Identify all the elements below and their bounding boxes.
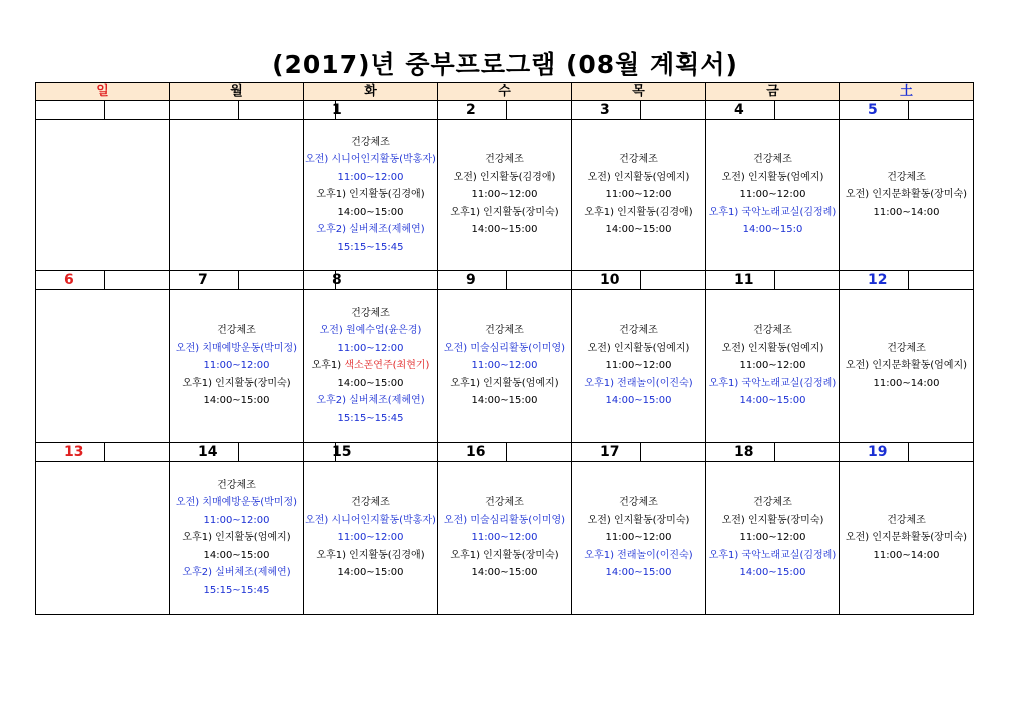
schedule-line: 11:00~12:00 <box>739 189 806 201</box>
date-number: 4 <box>706 101 775 120</box>
date-number <box>170 101 239 120</box>
page-title: (2017)년 중부프로그램 (08월 계획서) <box>272 50 738 79</box>
date-number: 7 <box>170 271 239 290</box>
schedule-line: 건강체조 <box>351 497 390 509</box>
day-schedule-cell <box>170 290 304 443</box>
date-blank-cell <box>336 271 438 290</box>
schedule-line: 14:00~15:00 <box>471 224 538 236</box>
schedule-line: 오전) 미술심리활동(이미영) <box>443 514 566 526</box>
schedule-line: 14:00~15:00 <box>337 206 404 218</box>
date-number-row <box>36 271 974 290</box>
day-schedule-cell <box>304 462 438 615</box>
schedule-row <box>36 120 974 271</box>
date-blank-cell <box>239 271 304 290</box>
schedule-line: 11:00~14:00 <box>873 377 940 389</box>
schedule-line: 14:00~15:00 <box>337 377 404 389</box>
day-schedule-cell <box>36 290 170 443</box>
schedule-line: 오전) 인지문화활동(장미숙) <box>845 532 968 544</box>
schedule-line: 건강체조 <box>887 514 926 526</box>
schedule-line: 14:00~15:00 <box>471 567 538 579</box>
weekday-header: 목 <box>572 83 706 101</box>
date-blank-cell <box>105 271 170 290</box>
schedule-line: 오후1) 인지활동(김경애) <box>316 549 425 561</box>
schedule-line: 11:00~12:00 <box>337 532 404 544</box>
schedule-line: 오전) 인지활동(장미숙) <box>587 514 690 526</box>
date-number: 5 <box>840 101 909 120</box>
schedule-line: 오전) 인지활동(장미숙) <box>721 514 824 526</box>
schedule-line: 오후1) 국악노래교실(김정례) <box>708 377 837 389</box>
schedule-line: 오전) 인지활동(엄예지) <box>721 342 824 354</box>
schedule-line: 11:00~12:00 <box>605 360 672 372</box>
schedule-line: 11:00~14:00 <box>873 206 940 218</box>
schedule-line: 11:00~12:00 <box>471 532 538 544</box>
schedule-line: 11:00~12:00 <box>471 360 538 372</box>
weekday-header: 수 <box>438 83 572 101</box>
schedule-line: 오후2) 실버체조(제혜연) <box>182 567 291 579</box>
weekday-header: 월 <box>170 83 304 101</box>
day-schedule-cell <box>170 462 304 615</box>
monthly-calendar-table <box>35 82 974 615</box>
schedule-line: 오전) 인지활동(김경애) <box>453 171 556 183</box>
schedule-line: 14:00~15:00 <box>471 395 538 407</box>
date-number: 8 <box>304 271 336 290</box>
date-number: 15 <box>304 443 336 462</box>
schedule-line: 오전) 치매예방운동(박미정) <box>175 497 298 509</box>
schedule-line: 14:00~15:00 <box>203 395 270 407</box>
day-schedule-cell <box>572 290 706 443</box>
date-blank-cell <box>909 271 974 290</box>
date-number: 11 <box>706 271 775 290</box>
schedule-line: 건강체조 <box>753 497 792 509</box>
schedule-line: 건강체조 <box>619 325 658 337</box>
date-number: 17 <box>572 443 641 462</box>
date-blank-cell <box>641 271 706 290</box>
day-schedule-cell <box>706 290 840 443</box>
schedule-line: 15:15~15:45 <box>337 241 404 253</box>
day-schedule-cell <box>706 120 840 271</box>
date-number: 16 <box>438 443 507 462</box>
date-blank-cell <box>336 101 438 120</box>
date-number: 2 <box>438 101 507 120</box>
day-schedule-cell <box>572 462 706 615</box>
schedule-line: 오후1) 인지활동(김경애) <box>584 206 693 218</box>
date-number-row <box>36 443 974 462</box>
date-blank-cell <box>507 101 572 120</box>
date-blank-cell <box>507 443 572 462</box>
date-blank-cell <box>775 101 840 120</box>
schedule-line: 건강체조 <box>351 136 390 148</box>
schedule-line: 14:00~15:00 <box>605 395 672 407</box>
schedule-line: 건강체조 <box>619 497 658 509</box>
schedule-line: 11:00~12:00 <box>203 514 270 526</box>
schedule-line: 오후1) 국악노래교실(김정례) <box>708 549 837 561</box>
schedule-row <box>36 290 974 443</box>
day-schedule-cell <box>840 462 974 615</box>
date-blank-cell <box>507 271 572 290</box>
schedule-line: 11:00~12:00 <box>605 532 672 544</box>
weekday-header: 금 <box>706 83 840 101</box>
schedule-line: 오후1) 인지활동(장미숙) <box>182 377 291 389</box>
schedule-line: 건강체조 <box>887 342 926 354</box>
schedule-line: 11:00~12:00 <box>337 171 404 183</box>
date-blank-cell <box>239 443 304 462</box>
date-number: 12 <box>840 271 909 290</box>
schedule-line: 오후2) 실버체조(제혜연) <box>316 224 425 236</box>
schedule-line: 14:00~15:0 <box>742 224 803 236</box>
schedule-line: 14:00~15:00 <box>605 567 672 579</box>
date-number: 19 <box>840 443 909 462</box>
date-number: 9 <box>438 271 507 290</box>
day-schedule-cell <box>438 120 572 271</box>
schedule-line: 15:15~15:45 <box>337 412 404 424</box>
date-blank-cell <box>105 101 170 120</box>
schedule-line: 11:00~12:00 <box>739 532 806 544</box>
schedule-line: 건강체조 <box>217 325 256 337</box>
schedule-line: 11:00~12:00 <box>739 360 806 372</box>
day-schedule-cell <box>36 120 170 271</box>
schedule-line: 건강체조 <box>753 325 792 337</box>
schedule-line: 건강체조 <box>619 154 658 166</box>
schedule-line: 건강체조 <box>485 497 524 509</box>
date-blank-cell <box>775 271 840 290</box>
day-schedule-cell <box>438 290 572 443</box>
schedule-line: 오후1) 인지활동(엄예지) <box>182 532 291 544</box>
date-blank-cell <box>239 101 304 120</box>
schedule-line: 오전) 인지문화활동(엄예지) <box>845 360 968 372</box>
schedule-line: 오전) 인지활동(엄예지) <box>587 171 690 183</box>
day-schedule-cell <box>304 120 438 271</box>
day-schedule-cell <box>572 120 706 271</box>
schedule-line: 오후1) 인지활동(엄예지) <box>450 377 559 389</box>
date-number <box>36 101 105 120</box>
schedule-line: 14:00~15:00 <box>739 567 806 579</box>
day-schedule-cell <box>840 120 974 271</box>
schedule-line: 오전) 인지문화활동(장미숙) <box>845 189 968 201</box>
schedule-line: 오후2) 실버체조(제혜연) <box>316 395 425 407</box>
schedule-line: 건강체조 <box>485 325 524 337</box>
schedule-line: 11:00~12:00 <box>605 189 672 201</box>
schedule-line: 오전) 인지활동(엄예지) <box>587 342 690 354</box>
date-blank-cell <box>909 101 974 120</box>
day-schedule-cell <box>170 120 304 271</box>
schedule-line: 11:00~12:00 <box>203 360 270 372</box>
date-blank-cell <box>775 443 840 462</box>
date-number: 18 <box>706 443 775 462</box>
schedule-line: 11:00~12:00 <box>471 189 538 201</box>
day-schedule-cell <box>304 290 438 443</box>
schedule-line: 오전) 미술심리활동(이미영) <box>443 342 566 354</box>
weekday-header: 화 <box>304 83 438 101</box>
schedule-line: 오전) 인지활동(엄예지) <box>721 171 824 183</box>
schedule-line: 오전) 시니어인지활동(박홍자) <box>305 514 436 526</box>
schedule-line: 오후1) 인지활동(장미숙) <box>450 549 559 561</box>
schedule-line: 14:00~15:00 <box>605 224 672 236</box>
date-blank-cell <box>641 443 706 462</box>
schedule-line: 오후1) 전래놀이(이진숙) <box>584 377 693 389</box>
schedule-line: 오후1) 전래놀이(이진숙) <box>584 549 693 561</box>
schedule-row <box>36 462 974 615</box>
schedule-line: 오전) 원예수업(윤은경) <box>319 325 422 337</box>
day-schedule-cell <box>706 462 840 615</box>
date-blank-cell <box>909 443 974 462</box>
schedule-line: 건강체조 <box>217 479 256 491</box>
weekday-header: 일 <box>36 83 170 101</box>
schedule-line: 14:00~15:00 <box>337 567 404 579</box>
schedule-line: 15:15~15:45 <box>203 584 270 596</box>
weekday-header: 土 <box>840 83 974 101</box>
schedule-line: 오전) 시니어인지활동(박홍자) <box>305 154 436 166</box>
day-schedule-cell <box>840 290 974 443</box>
day-schedule-cell <box>438 462 572 615</box>
date-number: 13 <box>36 443 105 462</box>
date-number: 3 <box>572 101 641 120</box>
schedule-line: 건강체조 <box>753 154 792 166</box>
date-number-row <box>36 101 974 120</box>
date-number: 14 <box>170 443 239 462</box>
day-schedule-cell <box>36 462 170 615</box>
date-number: 10 <box>572 271 641 290</box>
schedule-line: 오후1) 색소폰연주(최현기) <box>311 360 430 372</box>
schedule-line: 건강체조 <box>351 307 390 319</box>
date-number: 6 <box>36 271 105 290</box>
schedule-line: 오후1) 인지활동(장미숙) <box>450 206 559 218</box>
weekday-header-row <box>36 83 974 101</box>
schedule-line: 오전) 치매예방운동(박미정) <box>175 342 298 354</box>
schedule-line: 14:00~15:00 <box>739 395 806 407</box>
date-number: 1 <box>304 101 336 120</box>
date-blank-cell <box>105 443 170 462</box>
schedule-line: 오후1) 국악노래교실(김정례) <box>708 206 837 218</box>
schedule-line: 건강체조 <box>887 171 926 183</box>
date-blank-cell <box>641 101 706 120</box>
schedule-line: 오후1) 인지활동(김경애) <box>316 189 425 201</box>
schedule-line: 14:00~15:00 <box>203 549 270 561</box>
schedule-line: 11:00~12:00 <box>337 342 404 354</box>
schedule-line: 건강체조 <box>485 154 524 166</box>
schedule-line: 11:00~14:00 <box>873 549 940 561</box>
